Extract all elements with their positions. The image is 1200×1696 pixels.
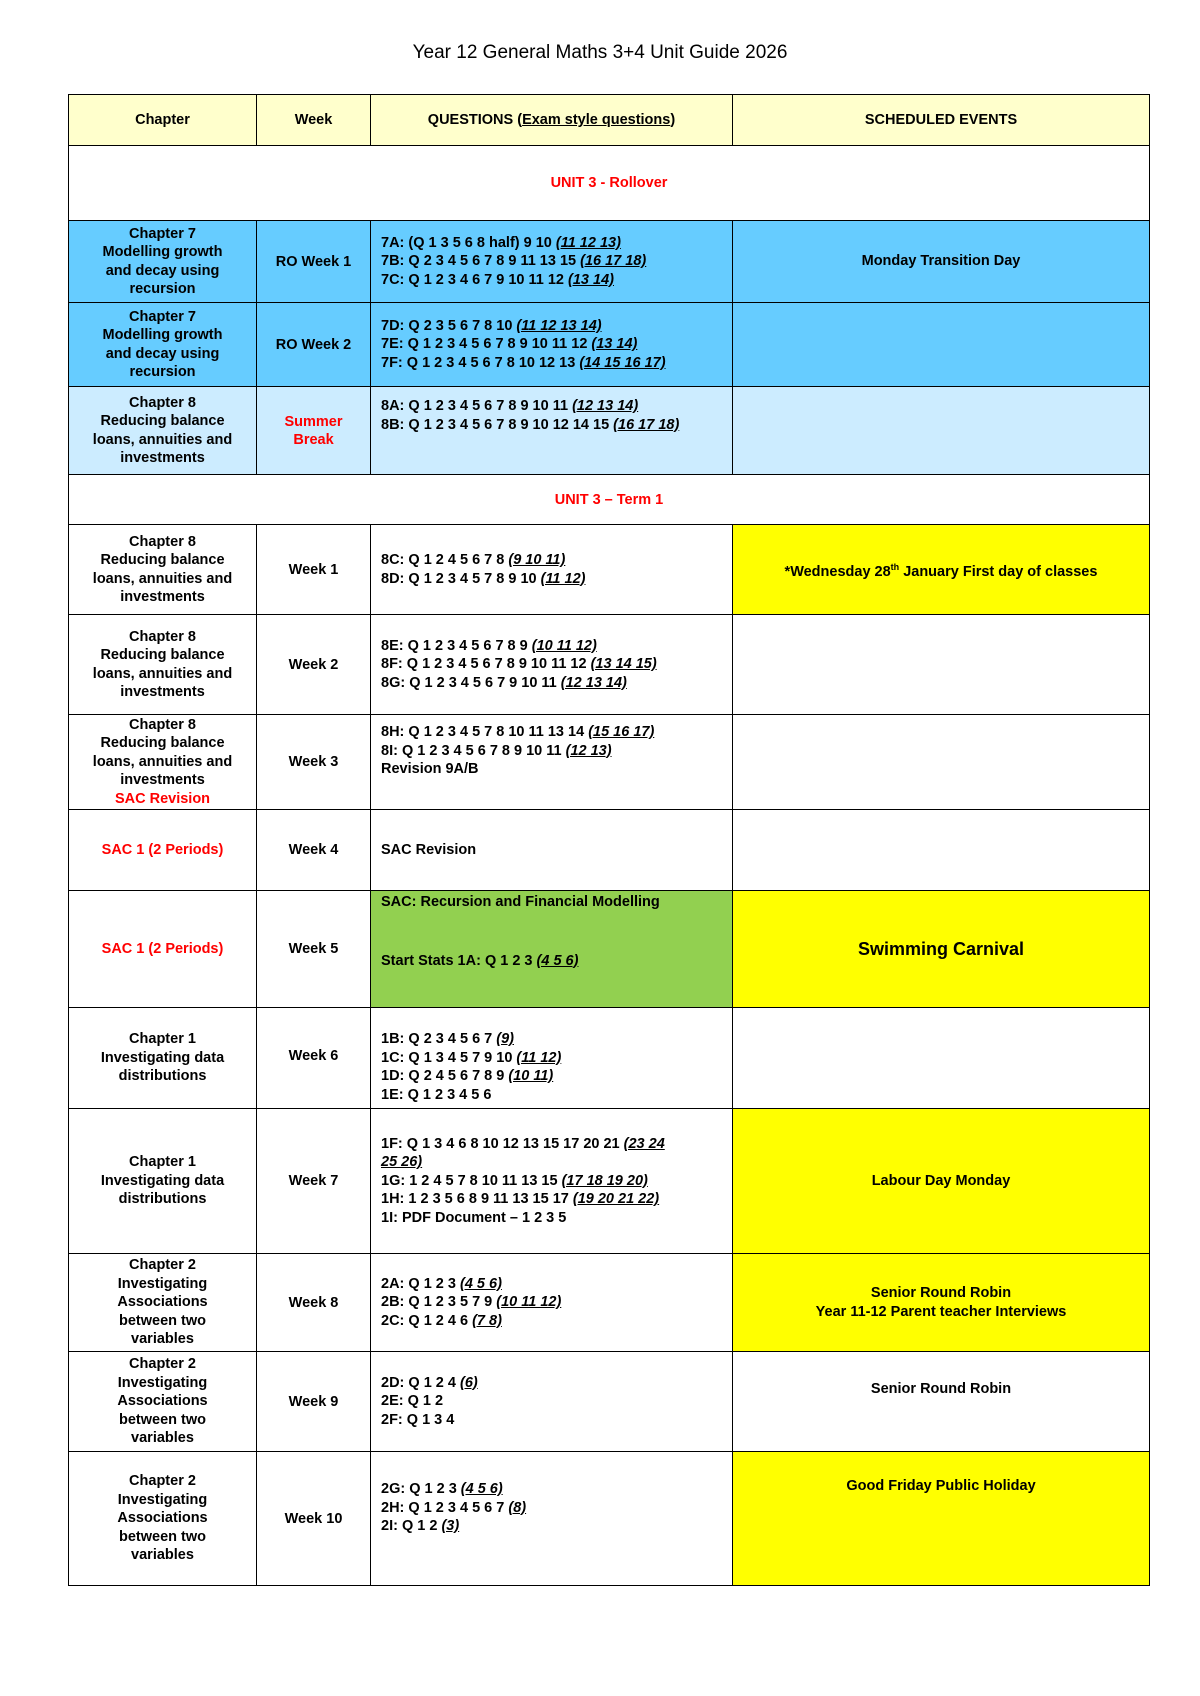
chapter-line: Chapter 2: [129, 1356, 196, 1373]
question-text: 8A: Q 1 2 3 4 5 6 7 8 9 10 11: [381, 398, 573, 414]
question-line: [381, 551, 726, 570]
questions-cell: [371, 1109, 733, 1254]
chapter-line: Reducing balance: [100, 735, 225, 752]
chapter-line: Chapter 1: [129, 1154, 196, 1171]
question-text: 2E: Q 1 2: [381, 1393, 444, 1410]
chapter-line: Investigating: [117, 1275, 208, 1292]
week-cell: Week 1: [257, 525, 371, 615]
question-text: 2A: Q 1 2 3: [381, 1275, 460, 1292]
question-text: 1I: PDF Document – 1 2 3 5: [381, 1209, 567, 1226]
event-cell: [733, 615, 1150, 715]
question-text: 8I: Q 1 2 3 4 5 6 7 8 9 10 11: [381, 742, 566, 759]
chapter-line: distributions: [118, 1068, 207, 1084]
question-text: 1C: Q 1 3 4 5 7 9 10: [381, 1049, 517, 1066]
chapter-line: between two: [118, 1312, 206, 1329]
chapter-line: Associations: [117, 1510, 208, 1527]
chapter-line: Chapter 1: [129, 1031, 196, 1047]
chapter-line: Reducing balance: [100, 552, 225, 568]
week-cell: RO Week 1: [257, 221, 371, 303]
chapter-cell: SAC 1 (2 Periods): [69, 891, 257, 1008]
questions-cell: [371, 1352, 733, 1452]
header-chapter: Chapter: [69, 95, 257, 146]
extension-questions: (10 11 12): [531, 637, 597, 654]
chapter-line: loans, annuities and: [92, 665, 233, 682]
extension-questions: (12 13): [565, 742, 612, 759]
week-cell: Week 10: [257, 1452, 371, 1586]
extension-questions: (19 20 21 22): [572, 1191, 660, 1208]
chapter-line: Chapter 8: [129, 394, 196, 411]
question-text: 2H: Q 1 2 3 4 5 6 7: [381, 1499, 509, 1516]
question-text: 8G: Q 1 2 3 4 5 6 7 9 10 11: [381, 674, 561, 691]
extension-questions: (17 18 19 20): [561, 1172, 648, 1189]
sac-spacer: [381, 912, 726, 952]
question-line: [381, 1067, 726, 1086]
summer-break-line: Break: [293, 431, 334, 448]
chapter-line: Chapter 7: [129, 225, 196, 242]
exam-style-questions-link[interactable]: Exam style questions: [522, 112, 671, 128]
event-cell: Good Friday Public Holiday: [733, 1452, 1150, 1586]
event-cell: [733, 810, 1150, 891]
extension-questions: (16 17 18): [613, 416, 680, 433]
chapter-cell: [69, 615, 257, 715]
unit-rollover-row: [69, 146, 1150, 221]
week-cell: Week 7: [257, 1109, 371, 1254]
sac-revision-label: SAC Revision: [114, 790, 211, 807]
question-text: 7E: Q 1 2 3 4 5 6 7 8 9 10 11 12: [381, 336, 592, 353]
extension-questions: (11 12 13): [555, 234, 621, 251]
unit-term1-row: [69, 475, 1150, 525]
question-line: [381, 1086, 726, 1105]
chapter-cell: [69, 525, 257, 615]
event-cell: [733, 1008, 1150, 1109]
table-row: [69, 1008, 1150, 1109]
extension-questions: (7 8): [472, 1312, 502, 1329]
extension-questions: (15 16 17): [588, 724, 655, 740]
chapter-line: Chapter 8: [129, 628, 196, 645]
question-text: 2C: Q 1 2 4 6: [381, 1312, 473, 1329]
question-text: 1G: 1 2 4 5 7 8 10 11 13 15: [381, 1172, 562, 1189]
question-line: [381, 723, 726, 742]
question-line: [381, 655, 726, 674]
question-text: 1B: Q 2 3 4 5 6 7: [381, 1031, 497, 1047]
question-line: [381, 1049, 726, 1068]
chapter-line: Chapter 8: [129, 716, 196, 733]
header-row: [69, 95, 1150, 146]
chapter-line: Chapter 8: [129, 533, 196, 550]
event-cell: [733, 525, 1150, 615]
chapter-cell: [69, 387, 257, 475]
question-text: 7C: Q 1 2 3 4 6 7 9 10 11 12: [381, 271, 569, 288]
question-text: 7D: Q 2 3 5 6 7 8 10: [381, 317, 517, 334]
question-line: [381, 1209, 726, 1228]
event-cell: Swimming Carnival: [733, 891, 1150, 1008]
question-line: [381, 1480, 726, 1499]
table-row: [69, 1254, 1150, 1352]
question-line: [381, 1411, 726, 1430]
table-row: [69, 303, 1150, 387]
question-text: 2B: Q 1 2 3 5 7 9: [381, 1294, 497, 1311]
week-cell: Week 9: [257, 1352, 371, 1452]
question-line: [381, 354, 726, 373]
unit-term1-title: UNIT 3 – Term 1: [69, 475, 1150, 525]
extension-questions: (11 12 13 14): [516, 317, 602, 334]
event-cell: Senior Round Robin: [733, 1352, 1150, 1452]
question-line: [381, 271, 726, 290]
header-events: SCHEDULED EVENTS: [733, 95, 1150, 146]
week-cell: Week 5: [257, 891, 371, 1008]
question-text: 8H: Q 1 2 3 4 5 7 8 10 11 13 14: [381, 724, 589, 740]
chapter-line: Investigating: [117, 1374, 208, 1391]
week-cell: Week 4: [257, 810, 371, 891]
questions-cell: [371, 1452, 733, 1586]
extension-questions: (13 14): [568, 271, 614, 288]
question-text: 1F: Q 1 3 4 6 8 10 12 13 15 17 20 21: [381, 1135, 624, 1152]
document-title: Year 12 General Maths 3+4 Unit Guide 2026: [412, 42, 788, 63]
question-line: [381, 1153, 726, 1172]
extension-questions: (13 14): [591, 336, 638, 353]
chapter-line: between two: [118, 1411, 206, 1428]
extension-questions: (10 11 12): [496, 1294, 562, 1311]
table-row: [69, 715, 1150, 810]
question-line: [381, 760, 726, 779]
chapter-cell: [69, 303, 257, 387]
question-text: 8B: Q 1 2 3 4 5 6 7 8 9 10 12 14 15: [381, 416, 614, 433]
event-cell: [733, 1254, 1150, 1352]
chapter-cell: [69, 715, 257, 810]
extension-questions: (3): [441, 1518, 460, 1534]
event-line: Year 11-12 Parent teacher Interviews: [815, 1303, 1067, 1320]
chapter-line: investments: [120, 450, 205, 466]
question-text: 7A: (Q 1 3 5 6 8 half) 9 10: [381, 234, 556, 251]
questions-cell: SAC Revision: [371, 810, 733, 891]
question-line: [381, 1190, 726, 1209]
unit-guide-table: [68, 94, 1150, 1586]
questions-cell: [371, 891, 733, 1008]
table-row: [69, 1352, 1150, 1452]
chapter-line: Reducing balance: [100, 413, 225, 429]
question-line: [381, 416, 726, 435]
extension-questions: (9 10 11): [508, 552, 566, 568]
chapter-line: Chapter 2: [129, 1473, 196, 1490]
extension-questions: (12 13 14): [560, 674, 627, 691]
chapter-line: investments: [120, 684, 205, 700]
extension-questions: (6): [459, 1374, 478, 1391]
extension-questions: (23 24: [623, 1135, 665, 1152]
question-line: [381, 742, 726, 761]
table-row: [69, 810, 1150, 891]
chapter-line: and decay using: [105, 345, 220, 362]
extension-questions: (11 12): [516, 1049, 562, 1066]
question-line: [381, 1374, 726, 1393]
question-line: [381, 1135, 726, 1154]
chapter-line: variables: [131, 1331, 194, 1348]
extension-questions: 25 26): [381, 1154, 423, 1171]
header-questions-prefix: QUESTIONS (: [427, 112, 523, 128]
extension-questions: (16 17 18): [580, 253, 647, 270]
extension-questions: (12 13 14): [572, 398, 639, 414]
chapter-line: investments: [120, 589, 205, 605]
chapter-line: Associations: [117, 1294, 208, 1311]
chapter-line: Associations: [117, 1393, 208, 1410]
event-cell: [733, 715, 1150, 810]
unit-rollover-title: UNIT 3 - Rollover: [69, 146, 1150, 221]
question-text: 2F: Q 1 3 4: [381, 1411, 455, 1428]
questions-cell: [371, 387, 733, 475]
chapter-line: loans, annuities and: [92, 431, 233, 448]
chapter-line: Modelling growth: [102, 244, 223, 260]
chapter-line: Chapter 7: [129, 308, 196, 325]
chapter-line: distributions: [118, 1191, 207, 1208]
chapter-cell: [69, 1352, 257, 1452]
questions-cell: [371, 1008, 733, 1109]
question-text: 2D: Q 1 2 4: [381, 1374, 460, 1391]
question-line: [381, 335, 726, 354]
event-cell: [733, 387, 1150, 475]
chapter-line: Investigating: [117, 1491, 208, 1508]
week-cell: Week 2: [257, 615, 371, 715]
chapter-line: and decay using: [105, 262, 220, 279]
questions-cell: [371, 1254, 733, 1352]
questions-cell: [371, 615, 733, 715]
week-cell: Week 8: [257, 1254, 371, 1352]
chapter-cell: [69, 1008, 257, 1109]
question-line: [381, 952, 726, 971]
questions-cell: [371, 221, 733, 303]
question-line: [381, 252, 726, 271]
question-line: [381, 234, 726, 253]
chapter-line: variables: [131, 1430, 194, 1447]
question-text: 1H: 1 2 3 5 6 8 9 11 13 15 17: [381, 1191, 573, 1208]
question-text: 8C: Q 1 2 4 5 6 7 8: [381, 552, 509, 568]
chapter-cell: [69, 1254, 257, 1352]
question-line: [381, 1030, 726, 1049]
extension-questions: (9): [496, 1031, 514, 1047]
chapter-line: Investigating data: [100, 1049, 225, 1066]
chapter-cell: [69, 1452, 257, 1586]
chapter-line: Investigating data: [100, 1172, 225, 1189]
extension-questions: (14 15 16 17): [579, 354, 666, 371]
question-line: [381, 1392, 726, 1411]
week-cell: [257, 387, 371, 475]
question-line: [381, 1293, 726, 1312]
sac-title: SAC: Recursion and Financial Modelling: [381, 894, 660, 910]
question-line: [381, 1499, 726, 1518]
question-text: 1E: Q 1 2 3 4 5 6: [381, 1086, 492, 1103]
question-line: [381, 397, 726, 416]
summer-break-line: Summer: [284, 413, 343, 430]
table-row: [69, 615, 1150, 715]
question-line: [381, 1172, 726, 1191]
chapter-line: Modelling growth: [102, 327, 223, 343]
extension-questions: (4 5 6): [459, 1275, 502, 1292]
question-line: [381, 1312, 726, 1331]
questions-cell: [371, 525, 733, 615]
event-text: *Wednesday 28: [784, 563, 891, 580]
question-text: Start Stats 1A: Q 1 2 3: [381, 952, 537, 969]
extension-questions: (4 5 6): [536, 952, 579, 969]
question-text: 7B: Q 2 3 4 5 6 7 8 9 11 13 15: [381, 253, 581, 270]
chapter-line: recursion: [129, 364, 196, 380]
question-text: 2I: Q 1 2: [381, 1518, 442, 1534]
event-cell: [733, 303, 1150, 387]
question-text: 8E: Q 1 2 3 4 5 6 7 8 9: [381, 637, 532, 654]
table-row: [69, 891, 1150, 1008]
header-week: Week: [257, 95, 371, 146]
chapter-cell: [69, 1109, 257, 1254]
chapter-line: variables: [131, 1547, 194, 1564]
table-row: [69, 1452, 1150, 1586]
chapter-line: investments: [120, 772, 205, 789]
table-row: [69, 387, 1150, 475]
question-line: [381, 317, 726, 336]
chapter-cell: SAC 1 (2 Periods): [69, 810, 257, 891]
chapter-cell: [69, 221, 257, 303]
questions-cell: [371, 715, 733, 810]
question-line: [381, 637, 726, 656]
questions-cell: [371, 303, 733, 387]
event-cell: Labour Day Monday: [733, 1109, 1150, 1254]
table-row: [69, 1109, 1150, 1254]
question-text: 2G: Q 1 2 3: [381, 1481, 461, 1497]
question-text: 8D: Q 1 2 3 4 5 7 8 9 10: [381, 570, 541, 587]
question-text: 7F: Q 1 2 3 4 5 6 7 8 10 12 13: [381, 354, 580, 371]
chapter-line: recursion: [129, 281, 196, 297]
header-questions-suffix: ): [670, 112, 676, 128]
question-text: 8F: Q 1 2 3 4 5 6 7 8 9 10 11 12: [381, 656, 591, 673]
extension-questions: (4 5 6): [460, 1481, 503, 1497]
question-line: [381, 1275, 726, 1294]
table-row: [69, 525, 1150, 615]
extension-questions: (13 14 15): [590, 656, 657, 673]
extension-questions: (11 12): [540, 570, 586, 587]
chapter-line: Reducing balance: [100, 647, 225, 663]
week-cell: Week 3: [257, 715, 371, 810]
chapter-line: loans, annuities and: [92, 570, 233, 587]
week-cell: RO Week 2: [257, 303, 371, 387]
event-cell: Monday Transition Day: [733, 221, 1150, 303]
question-text: Revision 9A/B: [381, 761, 479, 777]
question-line: [381, 570, 726, 589]
extension-questions: (8): [508, 1499, 527, 1516]
question-line: [381, 1517, 726, 1536]
event-text: January First day of classes: [899, 563, 1098, 580]
chapter-line: Chapter 2: [129, 1257, 196, 1274]
question-text: 1D: Q 2 4 5 6 7 8 9: [381, 1068, 509, 1084]
chapter-line: loans, annuities and: [92, 753, 233, 770]
extension-questions: (10 11): [508, 1068, 554, 1084]
header-questions: [371, 95, 733, 146]
event-line: Senior Round Robin: [870, 1284, 1012, 1301]
week-cell: Week 6: [257, 1008, 371, 1109]
question-line: [381, 674, 726, 693]
chapter-line: between two: [118, 1528, 206, 1545]
table-row: [69, 221, 1150, 303]
event-ordinal: th: [890, 561, 900, 572]
